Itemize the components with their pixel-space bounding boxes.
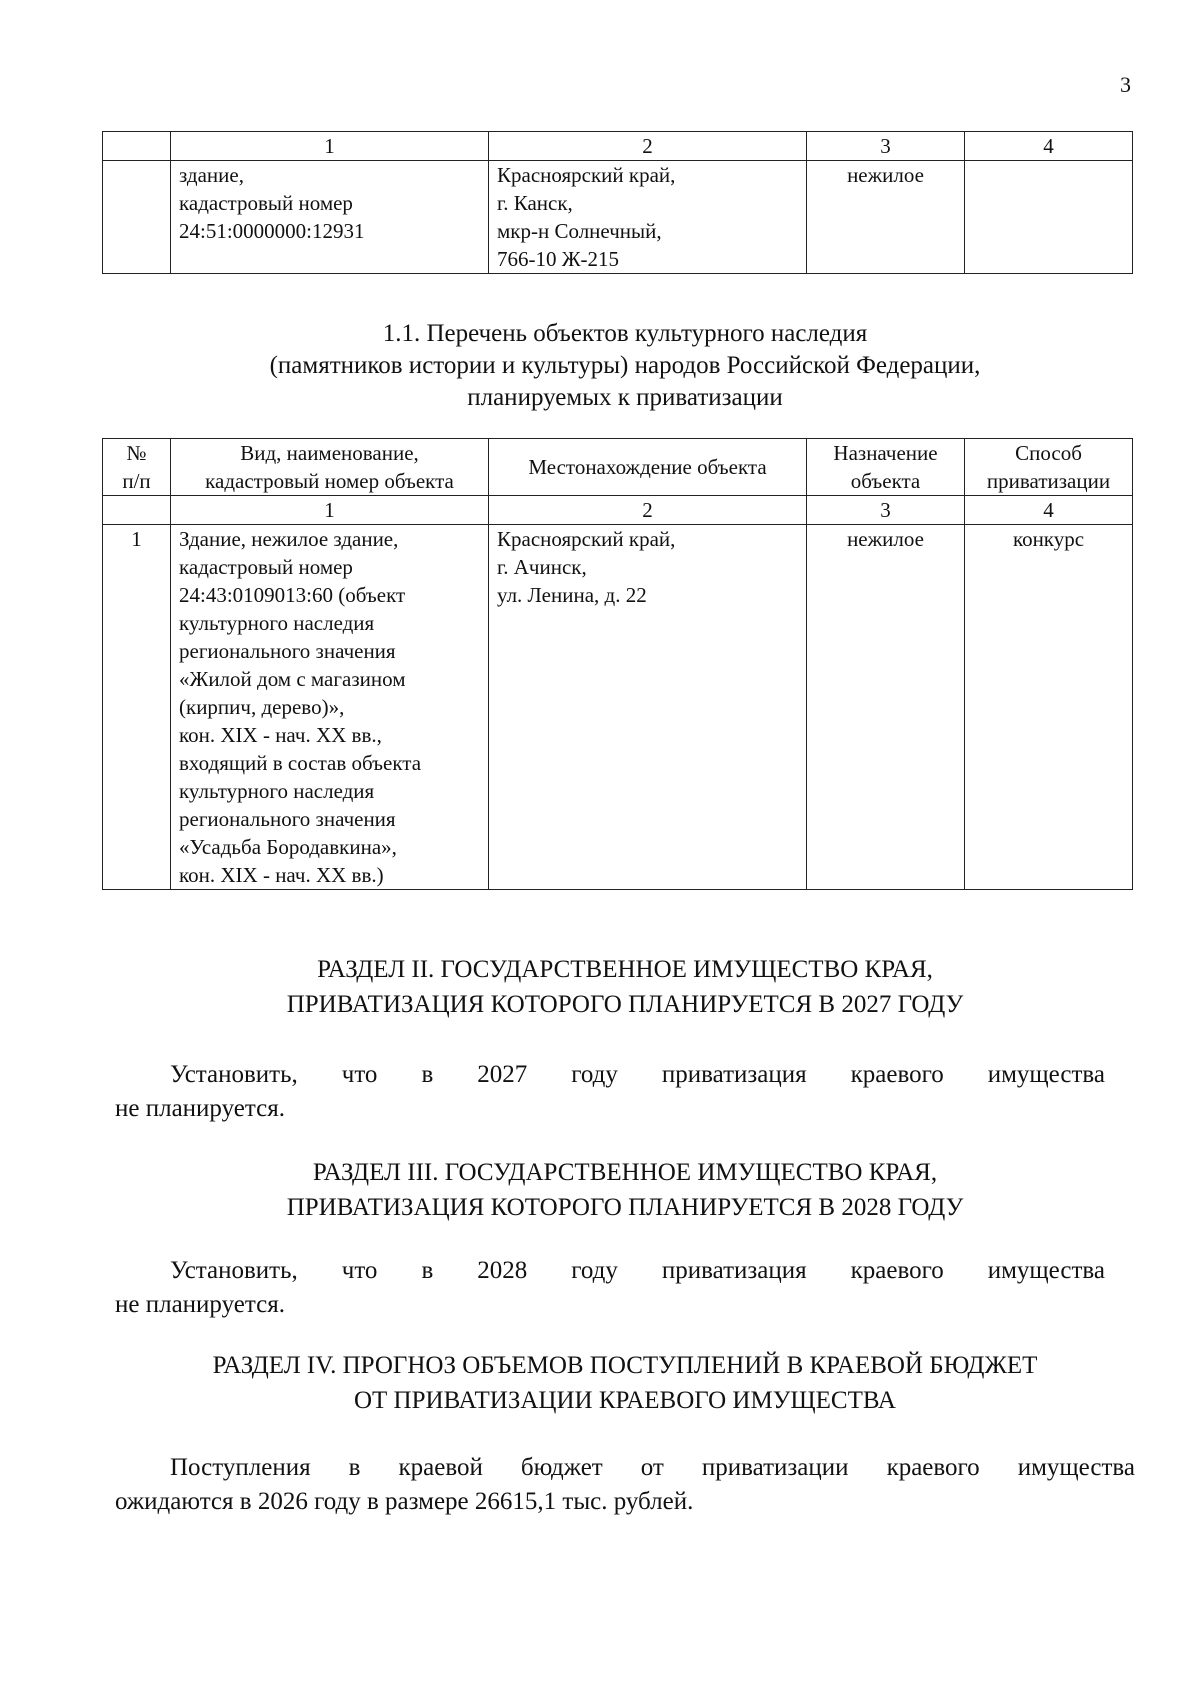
section-title-line: РАЗДЕЛ III. ГОСУДАРСТВЕННОЕ ИМУЩЕСТВО КРАЯ,	[312, 1159, 938, 1186]
objects-table-continuation	[102, 131, 1133, 274]
table-row	[103, 525, 1133, 890]
column-number-row	[103, 132, 1133, 161]
object-name-line: кон. XIX - нач. XX вв.)	[179, 863, 384, 887]
col-num-cell: 1	[171, 496, 489, 525]
section-4-paragraph	[115, 1451, 1135, 1519]
location-line: мкр-н Солнечный,	[497, 219, 662, 243]
paragraph-line: ожидаются в 2026 году в размере 26615,1 тыс. рублей.	[115, 1488, 694, 1515]
subsection-title	[100, 318, 1150, 414]
subsection-title-line: 1.1. Перечень объектов культурного наследия	[382, 320, 868, 347]
object-name-line: входящий в состав объекта	[179, 751, 422, 775]
subsection-title-line: (памятников истории и культуры) народов Российской Федерации,	[269, 352, 981, 379]
header-method-line: Способ	[1015, 441, 1082, 465]
paragraph-line: не планируется.	[115, 1095, 285, 1122]
paragraph-line: Поступления в краевой бюджет от приватизации краевого имущества	[170, 1454, 1135, 1481]
subsection-title-line: планируемых к приватизации	[467, 384, 783, 411]
header-name-line: кадастровый номер объекта	[205, 469, 454, 493]
header-purpose-line: Назначение	[833, 441, 938, 465]
object-name-line: (кирпич, дерево)»,	[179, 695, 345, 719]
method-cell	[965, 161, 1133, 274]
section-4-title	[100, 1348, 1150, 1418]
section-title-line: РАЗДЕЛ IV. ПРОГНОЗ ОБЪЕМОВ ПОСТУПЛЕНИЙ В КРАЕВОЙ БЮДЖЕТ	[212, 1352, 1038, 1379]
object-name-line: регионального значения	[179, 807, 396, 831]
section-title-line: РАЗДЕЛ II. ГОСУДАРСТВЕННОЕ ИМУЩЕСТВО КРАЯ,	[317, 956, 933, 983]
col-num-cell: 4	[965, 132, 1133, 161]
header-num-line: №	[126, 441, 147, 465]
object-name-line: культурного наследия	[179, 779, 375, 803]
object-name-line: регионального значения	[179, 639, 396, 663]
object-name-line: 24:51:0000000:12931	[179, 219, 365, 243]
object-name-line: «Усадьба Бородавкина»,	[179, 835, 397, 859]
location-cell	[489, 525, 807, 890]
col-num-cell: 2	[489, 132, 807, 161]
paragraph-line: Установить, что в 2028 году приватизация краевого имущества	[170, 1257, 1105, 1284]
object-name-line: кадастровый номер	[179, 191, 353, 215]
col-num-cell	[103, 496, 171, 525]
header-name	[171, 439, 489, 496]
object-name-line: «Жилой дом с магазином	[179, 667, 406, 691]
row-num-cell: 1	[103, 525, 171, 890]
location-cell	[489, 161, 807, 274]
object-name-line: кадастровый номер	[179, 555, 353, 579]
row-num-cell	[103, 161, 171, 274]
section-title-line: ПРИВАТИЗАЦИЯ КОТОРОГО ПЛАНИРУЕТСЯ В 2028 ГОДУ	[286, 1194, 964, 1221]
col-num-cell	[103, 132, 171, 161]
col-num-cell: 4	[965, 496, 1133, 525]
heritage-objects-table	[102, 438, 1133, 890]
object-name-line: 24:43:0109013:60 (объект	[179, 583, 406, 607]
section-3-paragraph	[115, 1254, 1105, 1322]
section-2-paragraph	[115, 1058, 1105, 1126]
section-3-title	[100, 1155, 1150, 1225]
col-num-cell: 3	[807, 132, 965, 161]
paragraph-line: не планируется.	[115, 1291, 285, 1318]
page-number: 3	[1120, 72, 1131, 97]
header-num-line: п/п	[122, 469, 151, 493]
method-cell: конкурс	[965, 525, 1133, 890]
section-title-line: ОТ ПРИВАТИЗАЦИИ КРАЕВОГО ИМУЩЕСТВА	[353, 1387, 896, 1414]
purpose-cell: нежилое	[807, 525, 965, 890]
col-num-cell: 1	[171, 132, 489, 161]
header-num	[103, 439, 171, 496]
object-name-line: культурного наследия	[179, 611, 375, 635]
col-num-cell: 3	[807, 496, 965, 525]
location-line: 766-10 Ж-215	[497, 247, 620, 271]
header-method-line: приватизации	[986, 469, 1111, 493]
location-line: ул. Ленина, д. 22	[497, 583, 647, 607]
section-title-line: ПРИВАТИЗАЦИЯ КОТОРОГО ПЛАНИРУЕТСЯ В 2027 ГОДУ	[286, 991, 964, 1018]
object-name-line: Здание, нежилое здание,	[179, 527, 399, 551]
object-name-line: кон. XIX - нач. XX вв.,	[179, 723, 382, 747]
header-location: Местонахождение объекта	[489, 439, 807, 496]
column-number-row	[103, 496, 1133, 525]
header-purpose-line: объекта	[850, 469, 921, 493]
col-num-cell: 2	[489, 496, 807, 525]
header-method	[965, 439, 1133, 496]
location-line: г. Канск,	[497, 191, 573, 215]
object-name-line: здание,	[179, 163, 244, 187]
object-name-cell	[171, 525, 489, 890]
purpose-cell: нежилое	[807, 161, 965, 274]
object-name-cell	[171, 161, 489, 274]
location-line: Красноярский край,	[497, 527, 676, 551]
header-name-line: Вид, наименование,	[240, 441, 419, 465]
paragraph-line: Установить, что в 2027 году приватизация краевого имущества	[170, 1061, 1105, 1088]
section-2-title	[100, 952, 1150, 1022]
header-row	[103, 439, 1133, 496]
table-row	[103, 161, 1133, 274]
header-purpose	[807, 439, 965, 496]
location-line: г. Ачинск,	[497, 555, 587, 579]
location-line: Красноярский край,	[497, 163, 676, 187]
